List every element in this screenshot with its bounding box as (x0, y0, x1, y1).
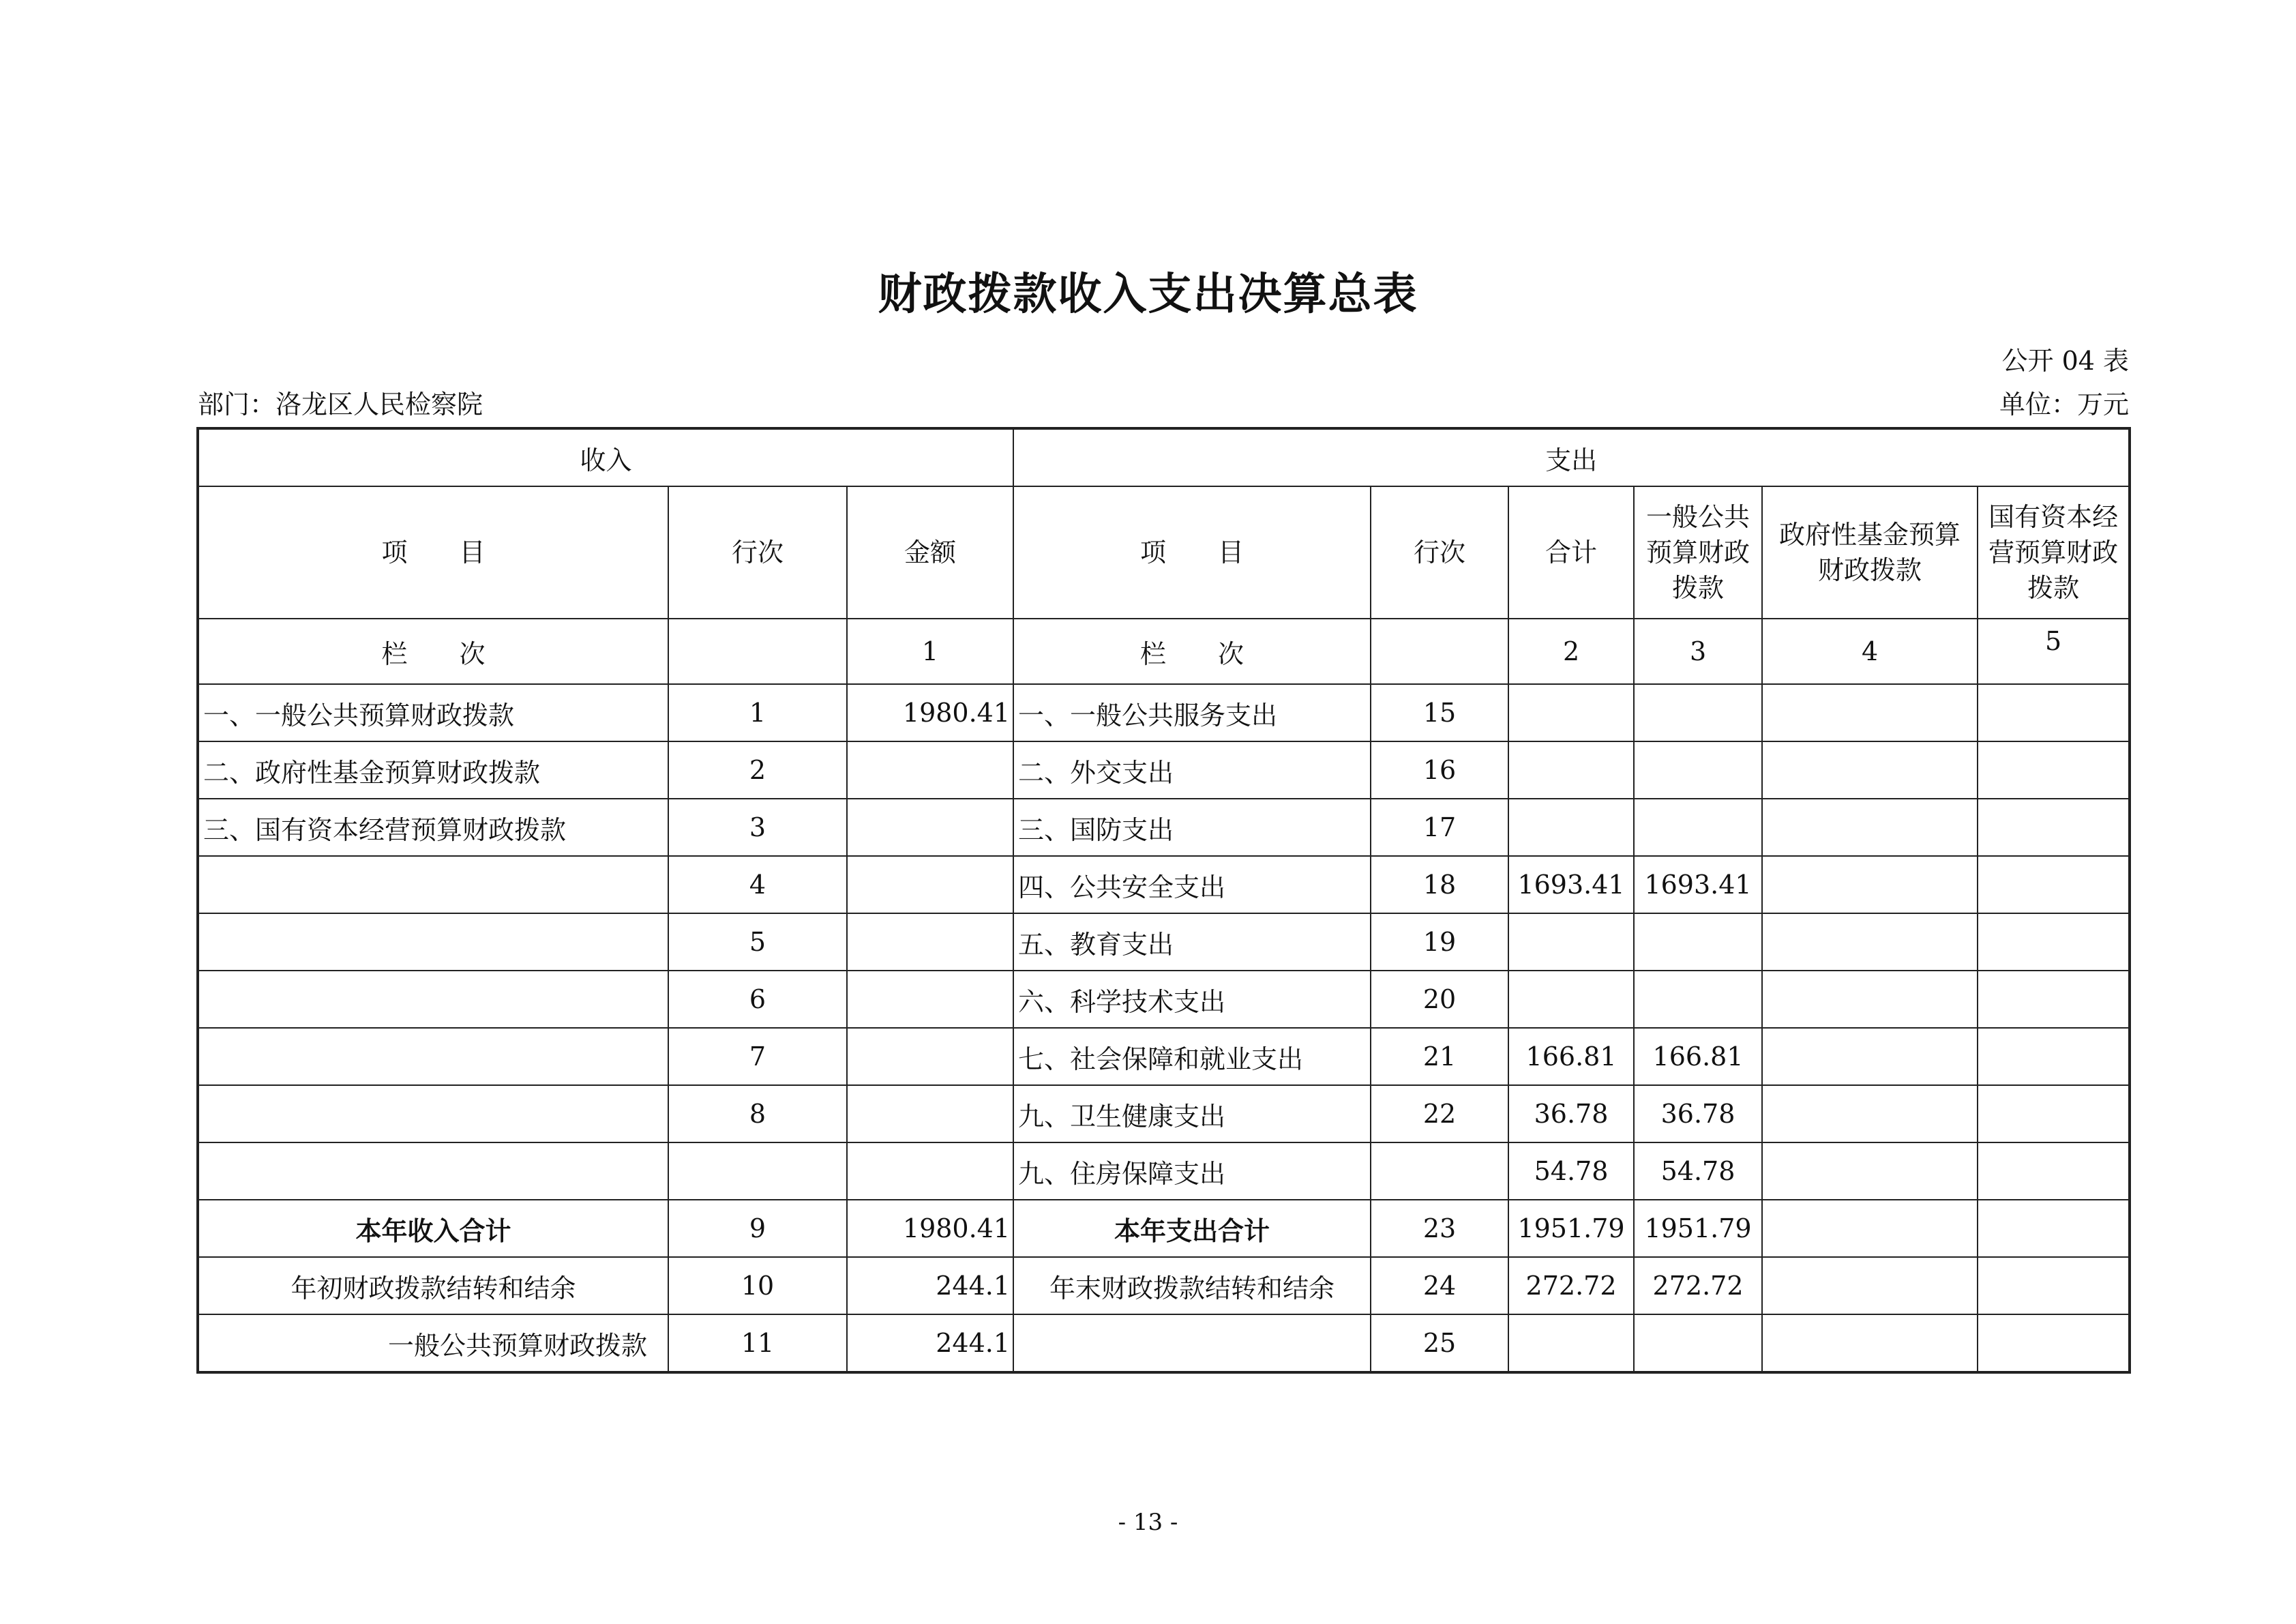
income-amount-cell (847, 971, 1013, 1028)
total-cell (1508, 971, 1634, 1028)
total-cell: 36.78 (1508, 1085, 1634, 1142)
table-row (198, 1085, 2130, 1142)
total-cell: 272.72 (1508, 1257, 1634, 1314)
gov-fund-cell (1762, 1085, 1978, 1142)
column-number-blank (668, 619, 847, 684)
income-item-cell: 年初财政拨款结转和结余 (198, 1257, 668, 1314)
state-capital-cell (1978, 1142, 2130, 1200)
state-capital-cell (1978, 1314, 2130, 1372)
income-amount-cell (847, 856, 1013, 913)
state-capital-cell (1978, 799, 2130, 856)
income-section-header: 收入 (198, 428, 1013, 486)
general-budget-cell: 1693.41 (1634, 856, 1762, 913)
expense-item-cell: 九、住房保障支出 (1013, 1142, 1371, 1200)
general-budget-cell: 36.78 (1634, 1085, 1762, 1142)
general-budget-cell: 54.78 (1634, 1142, 1762, 1200)
general-budget-cell: 272.72 (1634, 1257, 1762, 1314)
general-budget-cell: 1951.79 (1634, 1200, 1762, 1257)
general-budget-cell (1634, 971, 1762, 1028)
gov-fund-cell (1762, 799, 1978, 856)
total-header: 合计 (1508, 486, 1634, 619)
column-number-2: 2 (1508, 619, 1634, 684)
income-item-cell: 三、国有资本经营预算财政拨款 (198, 799, 668, 856)
table-row (198, 741, 2130, 799)
total-cell: 54.78 (1508, 1142, 1634, 1200)
income-row-number-cell: 11 (668, 1314, 847, 1372)
table-row (198, 1200, 2130, 1257)
income-amount-cell: 1980.41 (847, 684, 1013, 741)
general-budget-cell (1634, 684, 1762, 741)
expense-row-number-cell: 15 (1371, 684, 1508, 741)
state-capital-cell (1978, 1028, 2130, 1085)
income-amount-cell (847, 741, 1013, 799)
income-row-number-cell: 9 (668, 1200, 847, 1257)
gov-fund-cell (1762, 741, 1978, 799)
income-item-cell (198, 1028, 668, 1085)
gov-fund-cell (1762, 971, 1978, 1028)
expense-item-cell: 三、国防支出 (1013, 799, 1371, 856)
income-item-cell (198, 1085, 668, 1142)
general-budget-cell (1634, 799, 1762, 856)
general-budget-cell: 166.81 (1634, 1028, 1762, 1085)
expense-row-number-header: 行次 (1371, 486, 1508, 619)
total-cell (1508, 913, 1634, 971)
income-row-number-cell: 5 (668, 913, 847, 971)
table-row (198, 1257, 2130, 1314)
expense-item-cell: 五、教育支出 (1013, 913, 1371, 971)
column-header-row (198, 486, 2130, 619)
income-amount-cell (847, 913, 1013, 971)
page-number: - 13 - (1118, 1509, 1178, 1536)
table-row (198, 684, 2130, 741)
state-capital-cell (1978, 1200, 2130, 1257)
expense-row-number-cell: 25 (1371, 1314, 1508, 1372)
column-number-1: 1 (847, 619, 1013, 684)
income-item-header: 项 目 (198, 486, 668, 619)
expense-item-cell: 年末财政拨款结转和结余 (1013, 1257, 1371, 1314)
expense-row-number-cell (1371, 1142, 1508, 1200)
table-row (198, 971, 2130, 1028)
general-budget-cell (1634, 741, 1762, 799)
column-number-4: 4 (1762, 619, 1978, 684)
income-item-cell (198, 971, 668, 1028)
gov-fund-cell (1762, 1257, 1978, 1314)
expense-item-cell: 二、外交支出 (1013, 741, 1371, 799)
expense-row-number-cell: 18 (1371, 856, 1508, 913)
income-amount-cell (847, 1142, 1013, 1200)
income-amount-cell: 1980.41 (847, 1200, 1013, 1257)
expense-row-number-cell: 16 (1371, 741, 1508, 799)
total-cell: 166.81 (1508, 1028, 1634, 1085)
income-item-cell (198, 1142, 668, 1200)
income-row-number-cell (668, 1142, 847, 1200)
state-capital-cell (1978, 971, 2130, 1028)
total-cell (1508, 799, 1634, 856)
income-amount-cell: 244.1 (847, 1314, 1013, 1372)
income-item-cell (198, 913, 668, 971)
general-budget-cell (1634, 913, 1762, 971)
expense-row-number-cell: 22 (1371, 1085, 1508, 1142)
form-code: 公开 04 表 (2001, 346, 2129, 376)
gov-fund-header: 政府性基金预算财政拨款 (1762, 486, 1978, 619)
state-capital-cell (1978, 684, 2130, 741)
income-amount-cell (847, 1085, 1013, 1142)
expense-section-header: 支出 (1013, 428, 2130, 486)
state-capital-cell (1978, 1085, 2130, 1142)
gov-fund-cell (1762, 856, 1978, 913)
expense-item-cell: 一、一般公共服务支出 (1013, 684, 1371, 741)
general-budget-cell (1634, 1314, 1762, 1372)
column-number-label-right: 栏 次 (1013, 619, 1371, 684)
gov-fund-cell (1762, 1142, 1978, 1200)
column-number-blank (1371, 619, 1508, 684)
income-item-cell: 一、一般公共预算财政拨款 (198, 684, 668, 741)
table-row (198, 799, 2130, 856)
total-cell (1508, 684, 1634, 741)
income-amount-cell: 244.1 (847, 1257, 1013, 1314)
section-header-row (198, 428, 2130, 486)
income-row-number-cell: 10 (668, 1257, 847, 1314)
gov-fund-cell (1762, 1028, 1978, 1085)
appropriation-summary-table (196, 427, 2131, 1374)
page-title: 财政拨款收入支出决算总表 (878, 269, 1418, 320)
expense-row-number-cell: 24 (1371, 1257, 1508, 1314)
income-row-number-cell: 8 (668, 1085, 847, 1142)
expense-item-cell: 六、科学技术支出 (1013, 971, 1371, 1028)
income-row-number-cell: 3 (668, 799, 847, 856)
income-amount-cell (847, 1028, 1013, 1085)
gov-fund-cell (1762, 1314, 1978, 1372)
state-capital-cell (1978, 1257, 2130, 1314)
expense-item-cell: 本年支出合计 (1013, 1200, 1371, 1257)
state-capital-cell (1978, 913, 2130, 971)
income-row-number-cell: 2 (668, 741, 847, 799)
general-budget-header: 一般公共预算财政拨款 (1634, 486, 1762, 619)
department-label: 部门：洛龙区人民检察院 (198, 389, 483, 419)
state-capital-header: 国有资本经营预算财政拨款 (1978, 486, 2130, 619)
total-cell: 1951.79 (1508, 1200, 1634, 1257)
total-cell (1508, 741, 1634, 799)
expense-item-header: 项 目 (1013, 486, 1371, 619)
expense-row-number-cell: 23 (1371, 1200, 1508, 1257)
income-item-cell (198, 856, 668, 913)
gov-fund-cell (1762, 913, 1978, 971)
total-cell: 1693.41 (1508, 856, 1634, 913)
expense-item-cell: 九、卫生健康支出 (1013, 1085, 1371, 1142)
income-row-number-cell: 7 (668, 1028, 847, 1085)
state-capital-cell (1978, 856, 2130, 913)
income-row-number-cell: 6 (668, 971, 847, 1028)
table-row (198, 856, 2130, 913)
income-item-cell: 一般公共预算财政拨款 (198, 1314, 668, 1372)
column-number-row (198, 619, 2130, 684)
expense-item-cell: 四、公共安全支出 (1013, 856, 1371, 913)
unit-label: 单位：万元 (1999, 389, 2129, 419)
table-row (198, 1028, 2130, 1085)
column-number-label-left: 栏 次 (198, 619, 668, 684)
expense-row-number-cell: 17 (1371, 799, 1508, 856)
gov-fund-cell (1762, 684, 1978, 741)
income-item-cell: 二、政府性基金预算财政拨款 (198, 741, 668, 799)
state-capital-cell (1978, 741, 2130, 799)
column-number-3: 3 (1634, 619, 1762, 684)
expense-row-number-cell: 21 (1371, 1028, 1508, 1085)
expense-item-cell (1013, 1314, 1371, 1372)
income-amount-header: 金额 (847, 486, 1013, 619)
income-row-number-header: 行次 (668, 486, 847, 619)
column-number-5: 5 (1978, 619, 2130, 684)
expense-row-number-cell: 20 (1371, 971, 1508, 1028)
gov-fund-cell (1762, 1200, 1978, 1257)
income-row-number-cell: 4 (668, 856, 847, 913)
income-amount-cell (847, 799, 1013, 856)
total-cell (1508, 1314, 1634, 1372)
income-item-cell: 本年收入合计 (198, 1200, 668, 1257)
expense-row-number-cell: 19 (1371, 913, 1508, 971)
table-row (198, 913, 2130, 971)
table-row (198, 1142, 2130, 1200)
income-row-number-cell: 1 (668, 684, 847, 741)
table-row (198, 1314, 2130, 1372)
expense-item-cell: 七、社会保障和就业支出 (1013, 1028, 1371, 1085)
